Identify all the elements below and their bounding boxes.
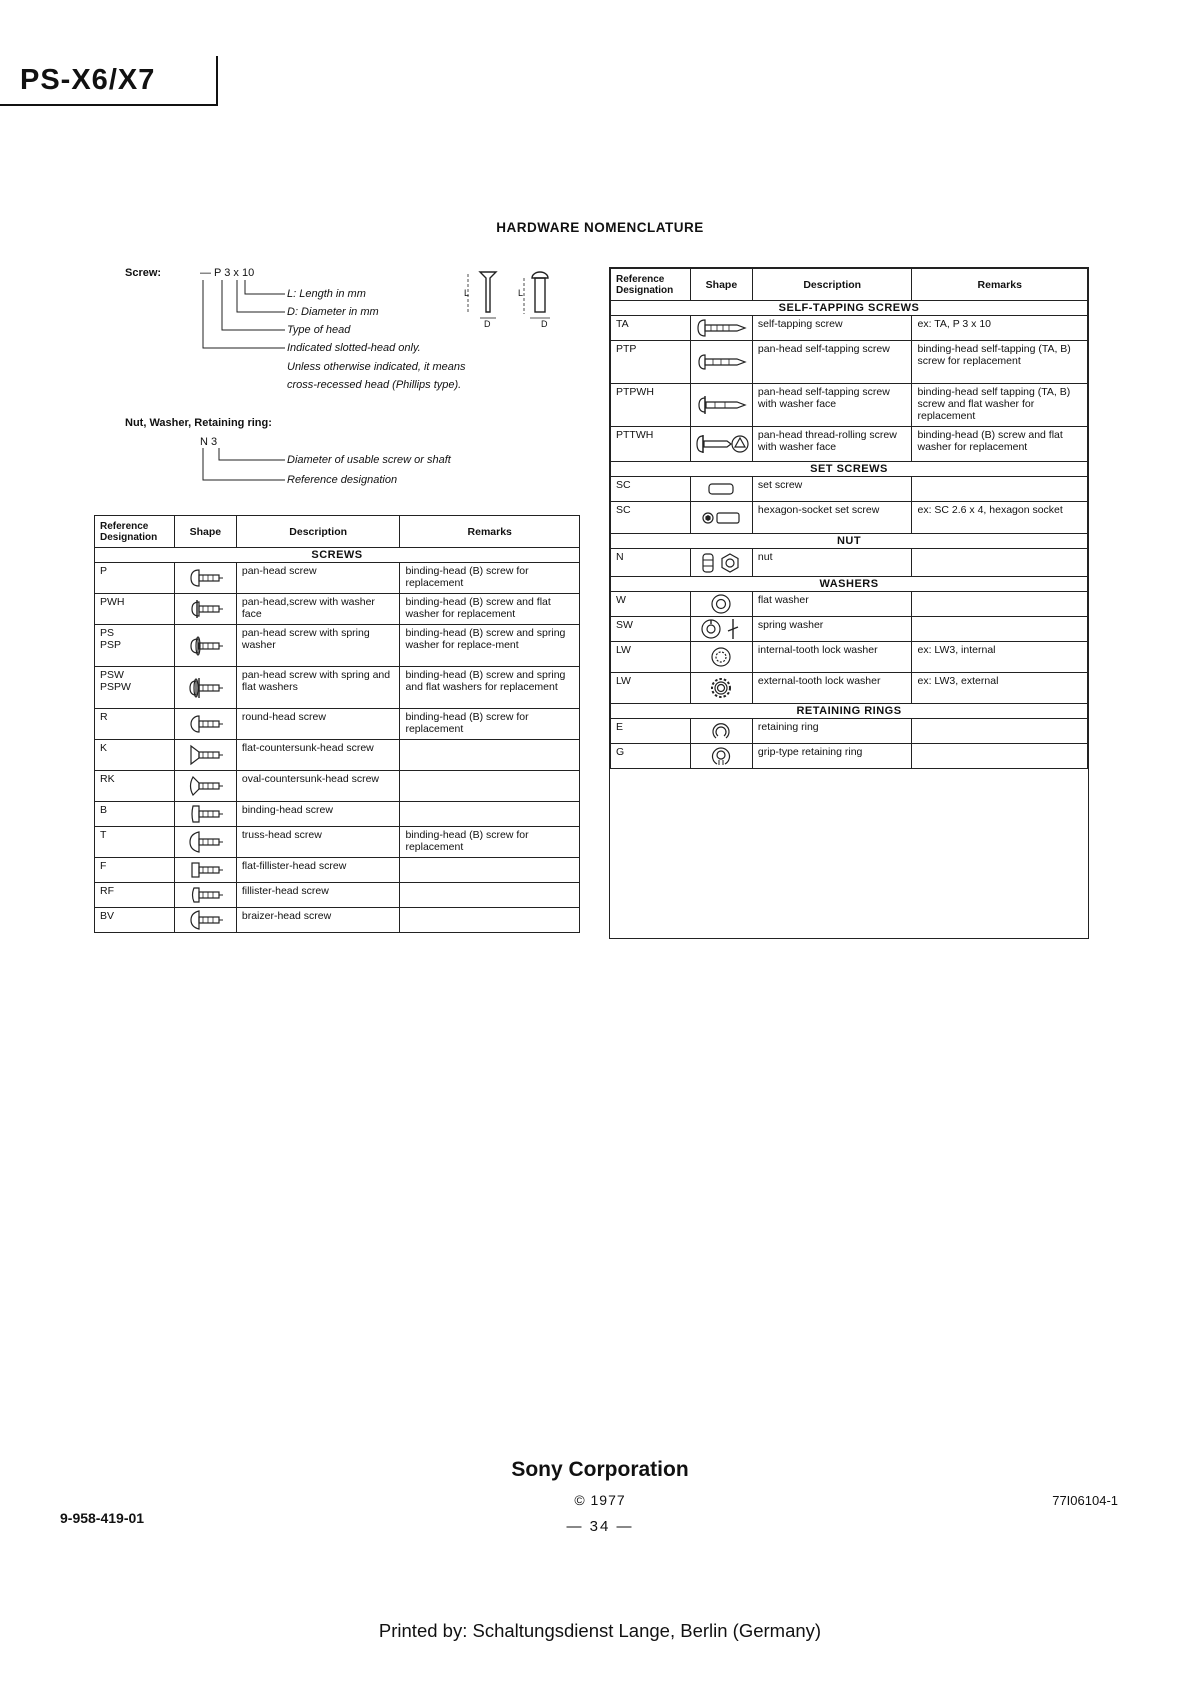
section-title: NUT xyxy=(611,534,1088,549)
remarks: ex: LW3, internal xyxy=(912,642,1088,673)
document-number: 77I06104-1 xyxy=(1052,1493,1118,1508)
table-row xyxy=(95,709,580,740)
round-head-screw-icon xyxy=(174,709,236,740)
remarks xyxy=(400,858,580,883)
table-row xyxy=(95,827,580,858)
col-header-ref: Reference Designation xyxy=(95,516,175,548)
description: flat-fillister-head screw xyxy=(236,858,400,883)
screw-legend-lines xyxy=(195,278,290,388)
table-row xyxy=(95,858,580,883)
col-header-description: Description xyxy=(752,269,912,301)
remarks: binding-head (B) screw for replacement xyxy=(400,563,580,594)
description: hexagon-socket set screw xyxy=(752,502,912,534)
remarks: binding-head self-tapping (TA, B) screw for replacement xyxy=(912,341,1088,384)
ref-designation: T xyxy=(95,827,175,858)
description: set screw xyxy=(752,477,912,502)
table-row xyxy=(95,594,580,625)
description: truss-head screw xyxy=(236,827,400,858)
ref-designation: BV xyxy=(95,908,175,933)
table-row xyxy=(95,667,580,709)
screw-legend-label: Screw: xyxy=(125,267,162,279)
legend-type-head: Type of head xyxy=(287,324,351,336)
model-title: PS-X6/X7 xyxy=(20,64,156,96)
remarks: ex: LW3, external xyxy=(912,673,1088,704)
ref-designation: PTP xyxy=(611,341,691,384)
ref-designation: RK xyxy=(95,771,175,802)
ref-designation: PWH xyxy=(95,594,175,625)
ref-designation: PTPWH xyxy=(611,384,691,427)
col-header-remarks: Remarks xyxy=(912,269,1088,301)
description: grip-type retaining ring xyxy=(752,744,912,769)
remarks: binding-head (B) screw and flat washer for replacement xyxy=(400,594,580,625)
description: internal-tooth lock washer xyxy=(752,642,912,673)
legend-refdes: Reference designation xyxy=(287,474,398,486)
ref-designation: TA xyxy=(611,316,691,341)
nut-legend-lines xyxy=(195,448,290,488)
screws-table xyxy=(94,515,580,933)
ref-designation: LW xyxy=(611,642,691,673)
ref-designation: G xyxy=(611,744,691,769)
ref-designation: SW xyxy=(611,617,691,642)
description: pan-head screw with spring and flat washers xyxy=(236,667,400,709)
ref-designation: B xyxy=(95,802,175,827)
description: pan-head screw xyxy=(236,563,400,594)
description: oval-countersunk-head screw xyxy=(236,771,400,802)
legend-cross: cross-recessed head (Phillips type). xyxy=(287,379,462,391)
description: round-head screw xyxy=(236,709,400,740)
pan-head-screw-icon xyxy=(174,563,236,594)
binding-head-screw-icon xyxy=(174,802,236,827)
remarks: ex: TA, P 3 x 10 xyxy=(912,316,1088,341)
ref-designation: K xyxy=(95,740,175,771)
description: pan-head self-tapping screw xyxy=(752,341,912,384)
ref-designation: PSW PSPW xyxy=(95,667,175,709)
part-number: 9-958-419-01 xyxy=(60,1510,145,1526)
washer-face-screw-icon xyxy=(174,594,236,625)
legend-usable: Diameter of usable screw or shaft xyxy=(287,454,451,466)
col-header-ref: Reference Designation xyxy=(611,269,691,301)
description: self-tapping screw xyxy=(752,316,912,341)
description: pan-head screw with spring washer xyxy=(236,625,400,667)
ref-designation: PTTWH xyxy=(611,427,691,462)
col-header-remarks: Remarks xyxy=(400,516,580,548)
dim-d-label-1: D xyxy=(484,319,491,329)
section-header-row xyxy=(95,548,580,563)
table-row xyxy=(95,563,580,594)
legend-slotted: Indicated slotted-head only. xyxy=(287,342,421,354)
braizer-head-screw-icon xyxy=(174,908,236,933)
section-title: SET SCREWS xyxy=(611,462,1088,477)
dim-d-label-2: D xyxy=(541,319,548,329)
description: pan-head,screw with washer face xyxy=(236,594,400,625)
ref-designation: P xyxy=(95,563,175,594)
ref-designation: E xyxy=(611,719,691,744)
col-header-shape: Shape xyxy=(690,269,752,301)
description: pan-head self-tapping screw with washer face xyxy=(752,384,912,427)
description: nut xyxy=(752,549,912,577)
ref-designation: RF xyxy=(95,883,175,908)
ref-designation: F xyxy=(95,858,175,883)
section-title: WASHERS xyxy=(611,577,1088,592)
legend-unless: Unless otherwise indicated, it means xyxy=(287,361,466,373)
truss-head-screw-icon xyxy=(174,827,236,858)
dim-l-label-1: L xyxy=(464,288,470,298)
remarks xyxy=(400,908,580,933)
section-title: SCREWS xyxy=(95,548,580,563)
remarks: binding-head (B) screw for replacement xyxy=(400,827,580,858)
flat-fillister-screw-icon xyxy=(174,858,236,883)
description: external-tooth lock washer xyxy=(752,673,912,704)
remarks xyxy=(400,740,580,771)
company-name: Sony Corporation xyxy=(511,1458,689,1481)
fillister-screw-icon xyxy=(174,883,236,908)
nut-example: N 3 xyxy=(200,436,218,448)
remarks xyxy=(400,802,580,827)
section-title: RETAINING RINGS xyxy=(611,704,1088,719)
ref-designation: SC xyxy=(611,502,691,534)
description: pan-head thread-rolling screw with washer face xyxy=(752,427,912,462)
col-header-shape: Shape xyxy=(174,516,236,548)
ref-designation: N xyxy=(611,549,691,577)
ref-designation: W xyxy=(611,592,691,617)
table-row xyxy=(95,908,580,933)
table-row xyxy=(95,883,580,908)
description: retaining ring xyxy=(752,719,912,744)
ref-designation: LW xyxy=(611,673,691,704)
remarks: binding-head self tapping (TA, B) screw and flat washer for replacement xyxy=(912,384,1088,427)
page-title: HARDWARE NOMENCLATURE xyxy=(496,220,704,235)
screw-example: — P 3 x 10 xyxy=(200,267,255,279)
description: spring washer xyxy=(752,617,912,642)
oval-countersunk-screw-icon xyxy=(174,771,236,802)
dim-l-label-2: L xyxy=(518,288,524,298)
table-row xyxy=(95,771,580,802)
page-number: — 34 — xyxy=(566,1518,634,1535)
remarks: binding-head (B) screw and spring washer for replace-ment xyxy=(400,625,580,667)
section-title: SELF-TAPPING SCREWS xyxy=(611,301,1088,316)
remarks: ex: SC 2.6 x 4, hexagon socket xyxy=(912,502,1088,534)
remarks: binding-head (B) screw and flat washer for replacement xyxy=(912,427,1088,462)
copyright: © 1977 xyxy=(574,1492,626,1508)
remarks: binding-head (B) screw and spring and flat washers for replacement xyxy=(400,667,580,709)
ref-designation: R xyxy=(95,709,175,740)
nut-legend-label: Nut, Washer, Retaining ring: xyxy=(125,417,272,429)
remarks xyxy=(400,771,580,802)
description: binding-head screw xyxy=(236,802,400,827)
table-row xyxy=(95,740,580,771)
remarks: binding-head (B) screw for replacement xyxy=(400,709,580,740)
spring-flat-washer-screw-icon xyxy=(174,667,236,709)
description: flat-countersunk-head screw xyxy=(236,740,400,771)
description: braizer-head screw xyxy=(236,908,400,933)
description: flat washer xyxy=(752,592,912,617)
fasteners-table-frame xyxy=(609,267,1089,939)
col-header-description: Description xyxy=(236,516,400,548)
legend-diameter: D: Diameter in mm xyxy=(287,306,379,318)
countersunk-screw-icon xyxy=(174,740,236,771)
ref-designation: SC xyxy=(611,477,691,502)
legend-length: L: Length in mm xyxy=(287,288,366,300)
ref-designation: PS PSP xyxy=(95,625,175,667)
remarks xyxy=(400,883,580,908)
table-row xyxy=(95,802,580,827)
description: fillister-head screw xyxy=(236,883,400,908)
table-row xyxy=(95,625,580,667)
printed-by: Printed by: Schaltungsdienst Lange, Berlin (Germany) xyxy=(378,1620,822,1641)
spring-washer-screw-icon xyxy=(174,625,236,667)
